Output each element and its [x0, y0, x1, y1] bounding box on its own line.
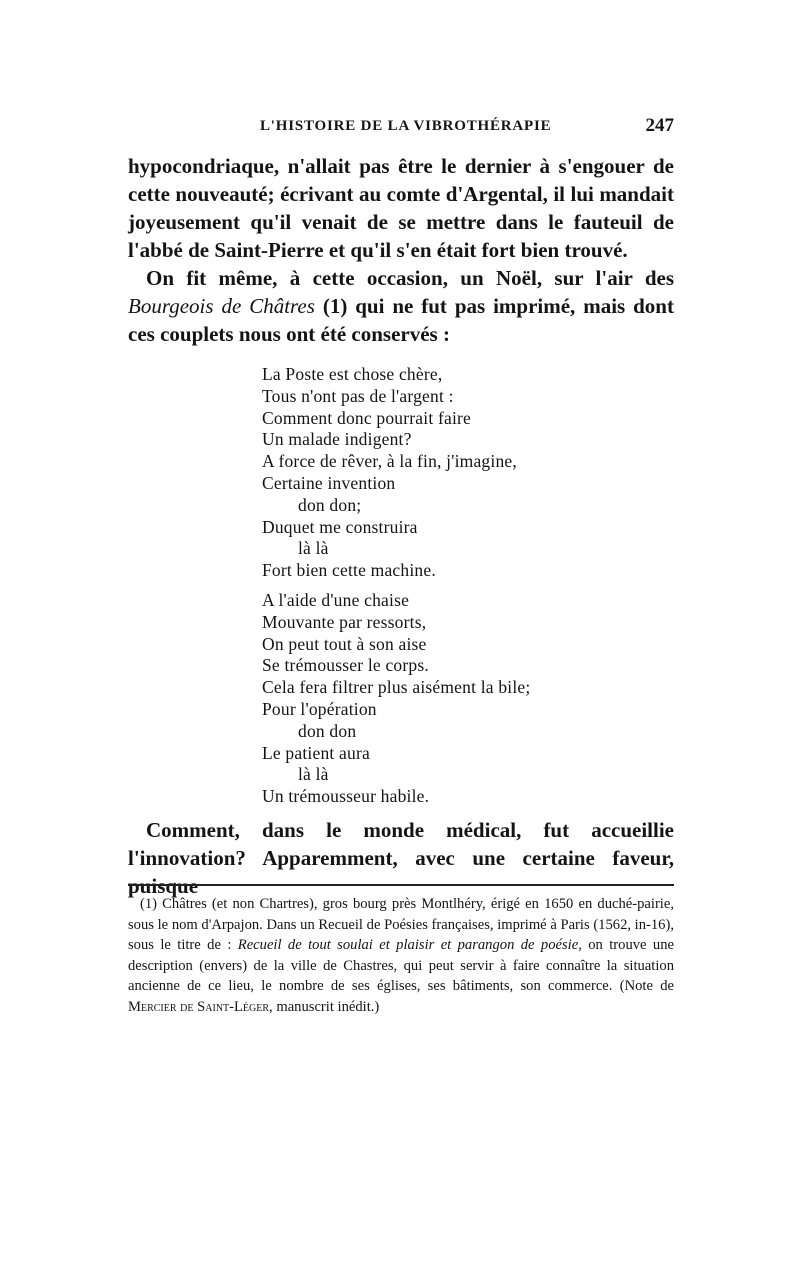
- footnote-part-2: , on trouve une description (envers) de la ville de Chastres, qui peut servir à faire connaître la situation ancienne de ce lieu, le nombre de ses églises, ses bâtiments, son commerce. (Note de: [128, 937, 674, 994]
- poem-line: Fort bien cette machine.: [262, 560, 436, 581]
- poem-stanza-1: [262, 364, 642, 582]
- footnote: [128, 894, 674, 1017]
- running-head-title: L'HISTOIRE DE LA VIBROTHÉRAPIE: [260, 118, 552, 134]
- page-number: 247: [645, 115, 674, 136]
- body-text: [128, 152, 674, 348]
- closing-text: Comment, dans le monde médical, fut accueillie l'innovation? Apparemment, avec une certaine faveur, puisque: [128, 818, 674, 898]
- footnote-part-1: (1) Châtres (et non Chartres), gros bourg près Montlhéry, érigé en 1650 en duché-pairie, sous le nom d'Arpajon. Dans un Recueil de Poésies françaises, imprimé à Paris (1562, in-16), sous le titre de :: [128, 896, 674, 953]
- poem-line: Pour l'opération: [262, 698, 377, 719]
- poem-refrain-line: don don: [298, 720, 357, 741]
- poem-line: Tous n'ont pas de l'argent :: [262, 385, 454, 406]
- poem-refrain-line: là là: [298, 538, 329, 559]
- footnote-text: [128, 894, 674, 1017]
- poem-line: A l'aide d'une chaise: [262, 590, 410, 610]
- footnote-part-3: , manuscrit inédit.): [269, 998, 380, 1015]
- poem-line: Le patient aura: [262, 742, 370, 763]
- footnote-author: Mercier de Saint-Léger: [128, 998, 270, 1015]
- poem-line: La Poste est chose chère,: [262, 364, 443, 384]
- poem-line: Un trémousseur habile.: [262, 786, 430, 807]
- poem-line: Certaine invention: [262, 472, 396, 493]
- poem-refrain-line: don don;: [298, 494, 362, 515]
- running-head: [128, 115, 674, 144]
- poem-line: On peut tout à son aise: [262, 633, 427, 654]
- paragraph-1: hypocondriaque, n'allait pas être le dernier à s'engouer de cette nouveauté; écrivant au comte d'Argental, il lui mandait joyeusement qu'il venait de se mettre dans le fauteuil de l'abbé de Saint-Pierre et qu'il s'en était fort bien trouvé.: [128, 154, 674, 262]
- poem-line: A force de rêver, à la fin, j'imagine,: [262, 451, 517, 472]
- poem-line: Duquet me construira: [262, 516, 418, 537]
- song-title: Bourgeois de Châtres: [128, 294, 315, 318]
- closing-paragraph: [128, 816, 674, 900]
- poem-stanza-2: [262, 590, 642, 808]
- poem-refrain-line: là là: [298, 764, 329, 785]
- paragraph-2-start: On fit même, à cette occasion, un Noël, sur l'air des: [146, 266, 674, 290]
- footnote-book-title: Recueil de tout soulai et plaisir et parangon de poésie: [237, 937, 579, 953]
- paragraph-2-end: (1) qui ne fut pas imprimé, mais dont ces couplets nous ont été conservés :: [128, 294, 674, 346]
- poem-line: Comment donc pourrait faire: [262, 407, 472, 428]
- footnote-rule: [128, 884, 674, 886]
- poem-line: Cela fera filtrer plus aisément la bile;: [262, 677, 531, 698]
- poem-line: Mouvante par ressorts,: [262, 611, 427, 632]
- poem-line: Un malade indigent?: [262, 429, 412, 450]
- poem-line: Se trémousser le corps.: [262, 655, 429, 676]
- paragraph-2: [128, 264, 674, 348]
